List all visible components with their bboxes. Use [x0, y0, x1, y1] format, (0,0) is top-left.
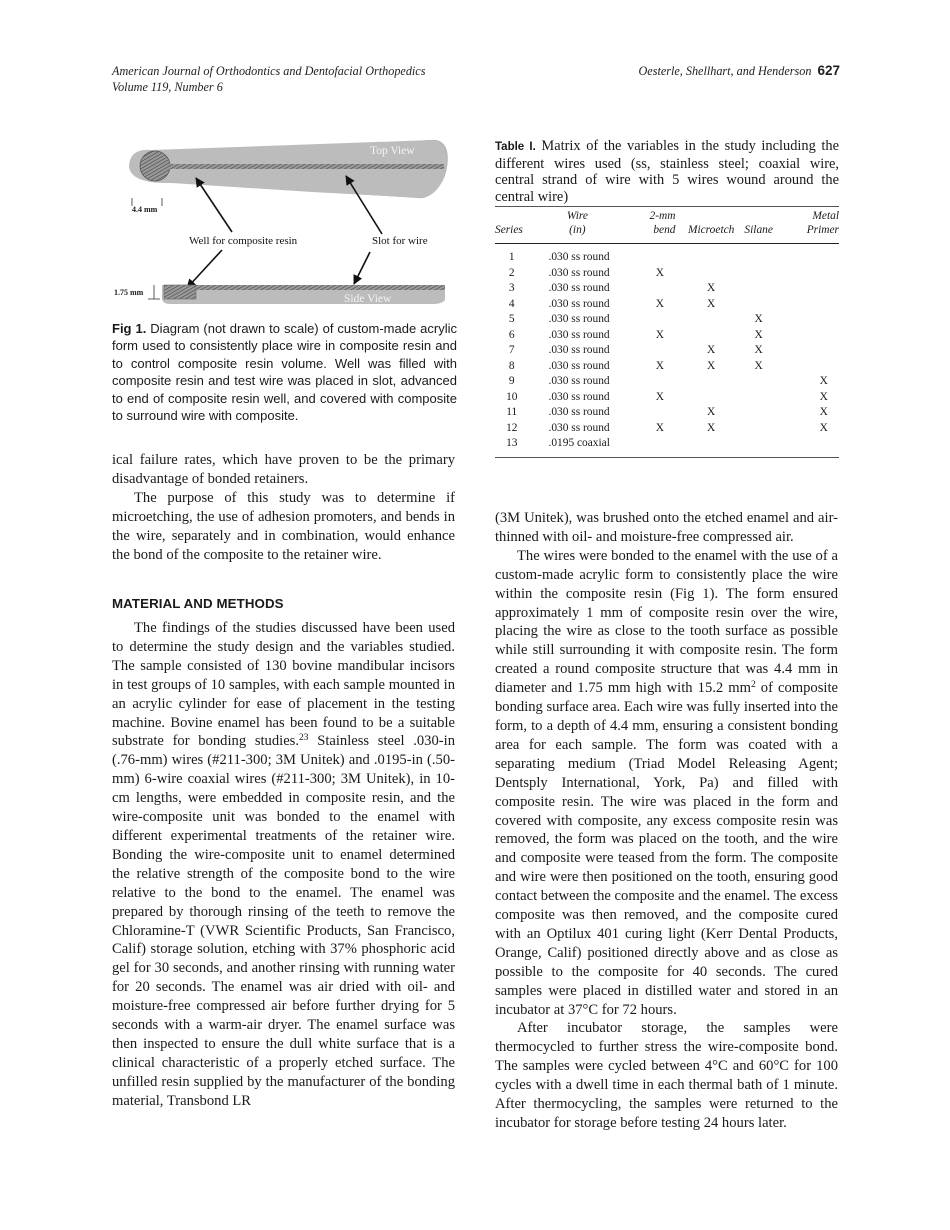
cell-silane: [739, 390, 779, 406]
paragraph-purpose: The purpose of this study was to determine if microetching, the use of adhesion promoters, and bends in the wire, separately and in combination, would enhance the bond of the composite to the retainer wire.: [112, 489, 455, 563]
cell-series: 8: [508, 359, 515, 372]
table-caption-label: Table I.: [495, 141, 536, 153]
paragraph-form: [495, 547, 838, 1020]
cell-microetch: X: [707, 406, 716, 418]
header-microetch: Microetch: [687, 223, 735, 236]
cell-series: 2: [508, 266, 515, 279]
cell-bend: [636, 312, 683, 328]
cell-series: 12: [506, 421, 518, 434]
cell-wire: .030 ss round: [548, 251, 610, 263]
running-head-right: [638, 63, 840, 79]
figure-1-caption: [112, 320, 457, 424]
figure-caption-text: Diagram (not drawn to scale) of custom-made acrylic form used to consistently place wire in composite resin and to control composite resin volume. Well was filled with composite resin and test wire was placed in slot, advanced to end of composite resin well, and covered with composite to surround wire with composite.: [112, 321, 457, 424]
cell-metal-primer: [779, 343, 840, 359]
header-silane: Silane: [744, 223, 773, 236]
page-number: 627: [817, 63, 840, 78]
table-row: [495, 405, 839, 421]
cell-wire: .030 ss round: [548, 282, 610, 294]
cell-bend: X: [655, 421, 664, 434]
cell-metal-primer: X: [819, 390, 828, 403]
top-view-label: Top View: [370, 145, 415, 157]
cell-microetch: [684, 436, 739, 457]
wire-slot-top: [168, 164, 444, 169]
composite-well-top: [140, 151, 170, 181]
cell-metal-primer: [779, 244, 840, 266]
cell-metal-primer: [779, 436, 840, 457]
table-caption-text: Matrix of the variables in the study including the different wires used (ss, stainless steel; coaxial wire, central strand of wire with 5 wires wound around the central wire): [495, 138, 839, 205]
variables-matrix-table: [495, 207, 839, 457]
height-label: 1.75 mm: [114, 288, 144, 297]
arrow-slot-side: [354, 252, 370, 284]
cell-metal-primer: [779, 281, 840, 297]
form-text-b: of composite bonding surface area. Each wire was fully inserted into the form, to a depth of 4.4 mm, ensuring a consistent bonding area for each sample. The form was coated with a separating medium (Triad Model Releasing Agent; Dentsply International, York, Pa) and filled with composite resin. The wire was placed in the form and covered with composite, any excess composite resin was removed, the form was placed on the tooth, and the wire and composite were teased from the form. The composite and wire were then positioned on the tooth, ensuring good contact between the composite and the enamel. The excess composite was then removed, and the composite cured with an Optilux 401 curing light (Kerr Dental Products, Orange, Calif) positioned directly above and as close as possible to the composite for 40 seconds. The cured samples were placed in distilled water and stored in an incubator at 37°C for 72 hours.: [495, 680, 838, 1018]
cell-metal-primer: X: [819, 421, 828, 434]
table-row: [495, 436, 839, 457]
table-header-row: [495, 207, 839, 243]
cell-silane: [739, 374, 779, 390]
cell-wire: .030 ss round: [548, 359, 610, 372]
table-row: [495, 328, 839, 344]
figure-caption-label: Fig 1.: [112, 321, 147, 336]
cell-silane: [739, 405, 779, 421]
authors: Oesterle, Shellhart, and Henderson: [638, 64, 812, 78]
cell-series: 3: [508, 282, 515, 294]
cell-series: 11: [506, 406, 518, 418]
cell-metal-primer: X: [819, 406, 828, 418]
header-series: Series: [495, 223, 523, 236]
cell-bend: X: [655, 266, 664, 279]
cell-wire: .030 ss round: [548, 406, 610, 418]
cell-wire: .030 ss round: [548, 266, 610, 279]
cell-microetch: X: [707, 421, 716, 434]
table-1-caption: [495, 138, 839, 205]
cell-bend: [636, 374, 683, 390]
wire-slot-side: [196, 285, 445, 290]
cell-silane: [739, 421, 779, 437]
cell-wire: .030 ss round: [548, 390, 610, 403]
slot-label: Slot for wire: [372, 235, 428, 247]
paragraph-resin: (3M Unitek), was brushed onto the etched enamel and air-thinned with oil- and moisture-free compressed air.: [495, 510, 838, 545]
cell-wire: .0195 coaxial: [548, 437, 610, 449]
cell-bend: X: [655, 297, 664, 310]
cell-wire: .030 ss round: [548, 297, 610, 310]
form-text-a: The wires were bonded to the enamel with the use of a custom-made acrylic form to consistently place the wire within the composite resin (Fig 1). The form ensured approximately 1 mm of composite resin over the wire, placing the wire as close to the tooth surface as possible while still surrounding it with composite resin. The form created a round composite structure that was 4.4 mm in diameter and 1.75 mm high with 15.2 mm: [495, 547, 838, 697]
left-column-methods: [112, 619, 455, 1111]
table-row: [495, 421, 839, 437]
table-body: [495, 244, 839, 457]
cell-series: 13: [506, 437, 518, 449]
paragraph-thermocycling: After incubator storage, the samples were thermocycled to further stress the wire-composite bond. The samples were cycled between 4°C and 60°C for 100 cycles with a dwell time in each thermal bath of 1 minute. After thermocycling, the samples were returned to the incubator for storage before testing 24 hours later.: [495, 1020, 838, 1131]
cell-silane: [739, 297, 779, 313]
cell-microetch: X: [707, 344, 716, 356]
cell-microetch: [684, 266, 739, 282]
header-metal-primer: Metal Primer: [806, 210, 839, 236]
right-column: [495, 509, 838, 1133]
cell-metal-primer: [779, 266, 840, 282]
header-wire: Wire (in): [566, 210, 588, 236]
cell-microetch: [684, 374, 739, 390]
cell-wire: .030 ss round: [548, 344, 610, 356]
cell-microetch: X: [707, 297, 716, 310]
paragraph-methods: [112, 619, 455, 1111]
methods-text-b: Stainless steel .030-in (.76-mm) wires (#211-300; 3M Unitek) and .0195-in (.50-mm) 6-wire coaxial wires (#211-300; 3M Unitek), in 10-cm lengths, were embedded in composite resin, and the wire-composite unit was bonded to the enamel with different experimental treatments of the retainer wire. Bonding the wire-composite unit to enamel determined the relative strength of the composite bond to the wire relative to the bond to the enamel. The enamel was prepared by thorough rinsing of the teeth to remove the Chloramine-T (VWR Scientific Products, San Francisco, Calif) storage solution, etching with 37% phosphoric acid gel for 30 seconds, and another rinsing with running water for 20 seconds. The enamel was air dried with oil- and moisture-free compressed air before further drying for 5 seconds with a warm-air dryer. The enamel surface was then inspected to ensure the dull white surface that is a clinical characteristic of a properly etched surface. The unfilled resin supplied by the manufacturer of the bonding material, Transbond LR: [112, 733, 455, 1109]
cell-metal-primer: [779, 359, 840, 375]
left-column-intro: [112, 451, 455, 564]
cell-series: 7: [508, 344, 515, 356]
figure-1-diagram: [112, 140, 457, 310]
table-row: [495, 244, 839, 266]
table-row: [495, 281, 839, 297]
section-heading-methods: MATERIAL AND METHODS: [112, 596, 284, 611]
cell-silane: [739, 436, 779, 457]
table-bottom-rule: [495, 457, 839, 458]
cell-bend: [636, 405, 683, 421]
cell-series: 10: [506, 390, 518, 403]
diameter-label: 4.4 mm: [132, 205, 158, 214]
journal-title: American Journal of Orthodontics and Dentofacial Orthopedics: [112, 64, 426, 78]
cell-silane: X: [754, 328, 763, 341]
cell-silane: [739, 244, 779, 266]
table-1: [495, 206, 839, 458]
cell-metal-primer: [779, 297, 840, 313]
cell-microetch: [684, 312, 739, 328]
cell-bend: X: [655, 359, 664, 372]
cell-wire: .030 ss round: [548, 421, 610, 434]
cell-bend: [636, 244, 683, 266]
well-label: Well for composite resin: [189, 235, 298, 247]
cell-wire: .030 ss round: [548, 328, 610, 341]
table-row: [495, 374, 839, 390]
cell-series: 1: [508, 251, 515, 263]
table-row: [495, 343, 839, 359]
cell-series: 5: [508, 313, 515, 325]
cell-microetch: X: [707, 282, 716, 294]
table-row: [495, 390, 839, 406]
arrow-well-side: [187, 250, 222, 288]
table-row: [495, 359, 839, 375]
side-view-label: Side View: [344, 293, 392, 305]
cell-microetch: [684, 244, 739, 266]
cell-silane: [739, 266, 779, 282]
cell-metal-primer: [779, 312, 840, 328]
running-head-left: [112, 63, 425, 95]
cell-bend: [636, 436, 683, 457]
composite-well-side: [164, 285, 196, 299]
cell-metal-primer: [779, 328, 840, 344]
cell-silane: X: [754, 313, 763, 325]
paragraph-continued: ical failure rates, which have proven to be the primary disadvantage of bonded retainers.: [112, 452, 455, 487]
superscript-squared: 2: [750, 680, 756, 691]
cell-bend: X: [655, 328, 664, 341]
volume-issue: Volume 119, Number 6: [112, 80, 223, 94]
cell-metal-primer: X: [819, 375, 828, 387]
cell-series: 9: [508, 375, 515, 387]
header-bend: 2-mm bend: [649, 210, 676, 236]
cell-silane: X: [754, 344, 763, 356]
methods-text-a: The findings of the studies discussed have been used to determine the study design and the variables studied. The sample consisted of 130 bovine mandibular incisors in test groups of 10 samples, with each sample mounted in an acrylic cylinder for ease of placement in the testing machine. Bovine enamel has been found to be a suitable substrate for bonding studies.: [112, 620, 455, 750]
citation-superscript: 23: [299, 733, 309, 744]
cell-silane: [739, 281, 779, 297]
table-row: [495, 297, 839, 313]
table-row: [495, 266, 839, 282]
cell-bend: [636, 281, 683, 297]
cell-series: 4: [508, 297, 515, 310]
cell-wire: .030 ss round: [548, 375, 610, 387]
table-row: [495, 312, 839, 328]
cell-series: 6: [508, 328, 515, 341]
cell-microetch: X: [707, 359, 716, 372]
cell-bend: X: [655, 390, 664, 403]
cell-silane: X: [754, 359, 763, 372]
cell-microetch: [684, 328, 739, 344]
cell-wire: .030 ss round: [548, 313, 610, 325]
cell-microetch: [684, 390, 739, 406]
cell-bend: [636, 343, 683, 359]
